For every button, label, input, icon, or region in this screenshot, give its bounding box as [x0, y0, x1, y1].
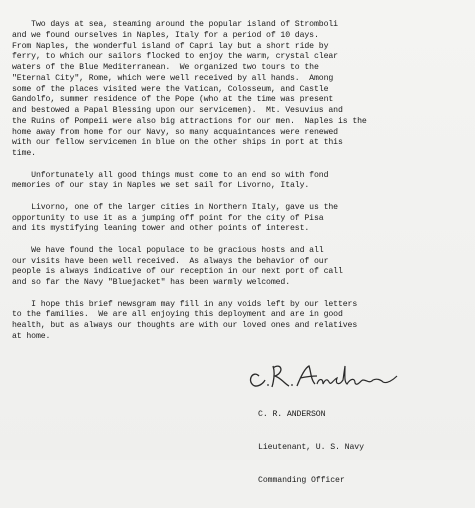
letter-line: "Eternal City", Rome, which were well received by all hands. Among	[12, 73, 334, 83]
letter-line: opportunity to use it as a jumping off point for the city of Pisa	[12, 213, 324, 223]
letter-line: Livorno, one of the larger cities in Northern Italy, gave us the	[12, 202, 338, 212]
signer-name: C. R. ANDERSON	[258, 410, 326, 419]
letter-paragraph	[12, 20, 467, 160]
letter-line: memories of our stay in Naples we set sail for Livorno, Italy.	[12, 181, 310, 191]
letter-line: with our fellow servicemen in blue on the other ships in port at this	[12, 138, 343, 148]
letter-line: and so far the Navy "Bluejacket" has been warmly welcomed.	[12, 278, 291, 287]
letter-body	[12, 20, 467, 343]
signer-title: Commanding Officer	[258, 476, 345, 485]
letter-line: our visits have been well received. As always the behavior of our	[12, 256, 329, 266]
letter-line: We have found the local populace to be gracious hosts and all	[12, 245, 324, 255]
letter-line: I hope this brief newsgram may fill in any voids left by our letters	[12, 299, 358, 309]
letter-line: the Ruins of Pompeii were also big attractions for our men. Naples is the	[12, 116, 367, 126]
letter-paragraph	[12, 300, 467, 343]
letter-paragraph	[12, 203, 467, 235]
letter-line: From Naples, the wonderful island of Capri lay but a short ride by	[12, 41, 329, 51]
letter-line: Unfortunately all good things must come to an end so with fond	[12, 170, 329, 180]
letter-line: to the families. We are all enjoying this deployment and are in good	[12, 310, 343, 320]
letter-line: and its mystifying leaning tower and other points of interest.	[12, 224, 310, 234]
letter-line: Two days at sea, steaming around the popular island of Stromboli	[12, 20, 338, 29]
letter-line: time.	[12, 149, 36, 158]
signature-block	[258, 387, 364, 508]
letter-paragraph	[12, 171, 467, 193]
letter-line: some of the places visited were the Vatican, Colosseum, and Castle	[12, 84, 329, 94]
letter-line: health, but as always our thoughts are with our loved ones and relatives	[12, 321, 358, 330]
letter-paragraph	[12, 246, 467, 289]
letter-line: Gandolfo, summer residence of the Pope (who at the time was present	[12, 95, 334, 105]
signer-rank: Lieutenant, U. S. Navy	[258, 443, 364, 452]
letter-line: and bestowed a Papal Blessing upon our servicemen). Mt. Vesuvius and	[12, 106, 343, 115]
letter-line: at home.	[12, 331, 51, 341]
letter-line: and we found ourselves in Naples, Italy for a period of 10 days.	[12, 30, 319, 40]
handwritten-signature	[245, 358, 405, 390]
letter-line: ferry, to which our sailors flocked to enjoy the warm, crystal clear	[12, 52, 338, 62]
letter-line: people is always indicative of our reception in our next port of call	[12, 267, 343, 277]
letter-line: waters of the Blue Mediterranean. We organized two tours to the	[12, 63, 319, 72]
letter-line: home away from home for our Navy, so many acquaintances were renewed	[12, 127, 338, 137]
